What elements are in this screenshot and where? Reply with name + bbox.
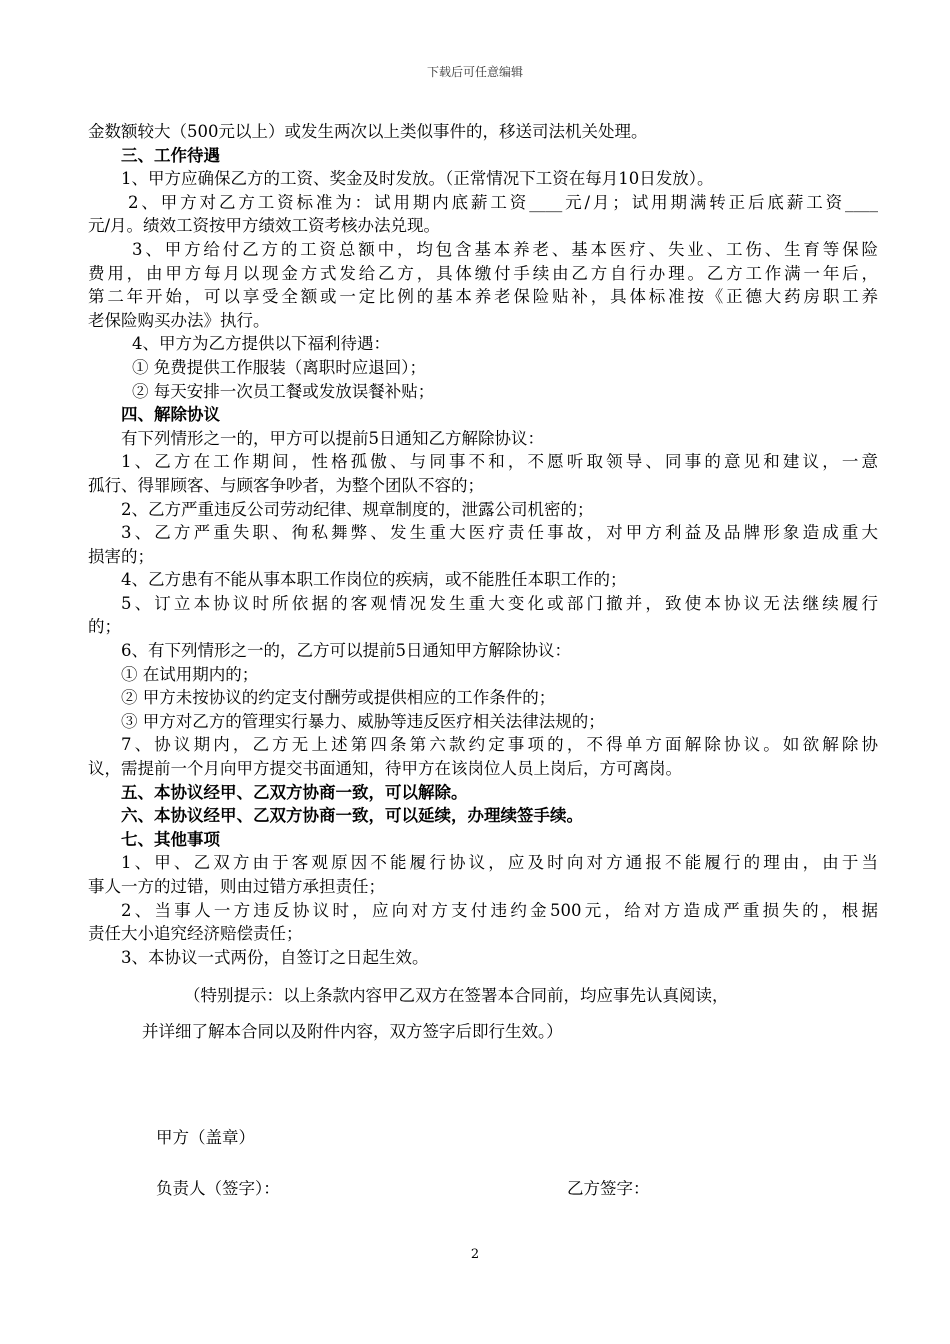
- paragraph-line: 2、当事人一方违反协议时，应向对方支付违约金500元，给对方造成严重损失的，根据: [121, 900, 878, 920]
- page-number: 2: [470, 1247, 480, 1262]
- party-b-signature-label: 乙方签字：: [567, 1179, 650, 1198]
- paragraph-line: 议，需提前一个月向甲方提交书面通知，待甲方在该岗位人员上岗后，方可离岗。: [88, 759, 682, 779]
- paragraph-line: 第二年开始，可以享受全额或一定比例的基本养老保险贴补，具体标准按《正德大药房职工养: [88, 287, 878, 307]
- list-item: ③ 甲方对乙方的管理实行暴力、威胁等违反医疗相关法律法规的；: [121, 711, 605, 731]
- special-note-line-2: 并详细了解本合同以及附件内容，双方签字后即行生效。）: [142, 1022, 563, 1042]
- section-heading: 四、解除协议: [121, 405, 220, 425]
- section-heading: 三、工作待遇: [121, 145, 220, 165]
- paragraph-line: 损害的；: [88, 546, 154, 566]
- responsible-signature-label: 负责人（签字）：: [156, 1179, 280, 1198]
- paragraph-line: 1、甲方应确保乙方的工资、奖金及时发放。（正常情况下工资在每月10日发放）。: [121, 169, 714, 189]
- document-body: [88, 120, 878, 1045]
- party-a-seal-label: 甲方（盖章）: [156, 1128, 255, 1147]
- page-header: 下载后可任意编辑: [426, 65, 523, 79]
- paragraph-line: 的；: [88, 617, 121, 637]
- list-item: ② 甲方未按协议的约定支付酬劳或提供相应的工作条件的；: [121, 688, 556, 708]
- paragraph-line: 费用，由甲方每月以现金方式发给乙方，具体缴付手续由乙方自行办理。乙方工作满一年后，: [88, 263, 878, 283]
- paragraph-line: 元/月。绩效工资按甲方绩效工资考核办法兑现。: [88, 216, 441, 236]
- paragraph-line: 3、本协议一式两份，自签订之日起生效。: [121, 947, 429, 967]
- paragraph-line: 1、乙方在工作期间，性格孤傲、与同事不和，不愿听取领导、同事的意见和建议，一意: [121, 452, 878, 472]
- paragraph-line: 3、甲方给付乙方的工资总额中，均包含基本养老、基本医疗、失业、工伤、生育等保险: [132, 239, 878, 259]
- paragraph-line: 7、协议期内，乙方无上述第四条第六款约定事项的，不得单方面解除协议。如欲解除协: [121, 735, 878, 755]
- special-note-line-1: （特别提示：以上条款内容甲乙双方在签署本合同前，均应事先认真阅读，: [184, 986, 729, 1006]
- paragraph-line: 4、乙方患有不能从事本职工作岗位的疾病，或不能胜任本职工作的；: [121, 570, 627, 590]
- paragraph-line: 6、有下列情形之一的，乙方可以提前5日通知甲方解除协议：: [121, 641, 571, 661]
- paragraph-line: 老保险购买办法》执行。: [88, 310, 270, 330]
- paragraph-line: 孤行、得罪顾客、与顾客争吵者，为整个团队不容的；: [88, 475, 484, 495]
- list-item: ② 每天安排一次员工餐或发放误餐补贴；: [132, 381, 435, 401]
- paragraph-line: 1、甲、乙双方由于客观原因不能履行协议，应及时向对方通报不能履行的理由，由于当: [121, 853, 878, 873]
- paragraph-line: 4、甲方为乙方提供以下福利待遇：: [132, 334, 390, 354]
- paragraph-line: 3、乙方严重失职、徇私舞弊、发生重大医疗责任事故，对甲方利益及品牌形象造成重大: [121, 523, 878, 543]
- paragraph-line: 责任大小追究经济赔偿责任；: [88, 924, 303, 944]
- paragraph-line: 2、甲方对乙方工资标准为：试用期内底薪工资____元/月；试用期满转正后底薪工资____: [128, 192, 878, 212]
- paragraph-line: 有下列情形之一的，甲方可以提前5日通知乙方解除协议：: [121, 428, 544, 448]
- paragraph-line: 5、订立本协议时所依据的客观情况发生重大变化或部门撤并，致使本协议无法继续履行: [121, 593, 878, 613]
- paragraph-line: 金数额较大（500元以上）或发生两次以上类似事件的，移送司法机关处理。: [88, 122, 648, 141]
- list-item: ① 在试用期内的；: [121, 664, 259, 684]
- list-item: ① 免费提供工作服装（离职时应退回）；: [132, 357, 426, 377]
- section-heading: 五、本协议经甲、乙双方协商一致，可以解除。: [121, 782, 468, 802]
- paragraph-line: 2、乙方严重违反公司劳动纪律、规章制度的，泄露公司机密的；: [121, 499, 594, 519]
- section-heading: 七、其他事项: [121, 829, 220, 849]
- paragraph-line: 事人一方的过错，则由过错方承担责任；: [88, 877, 385, 896]
- section-heading: 六、本协议经甲、乙双方协商一致，可以延续，办理续签手续。: [121, 806, 583, 826]
